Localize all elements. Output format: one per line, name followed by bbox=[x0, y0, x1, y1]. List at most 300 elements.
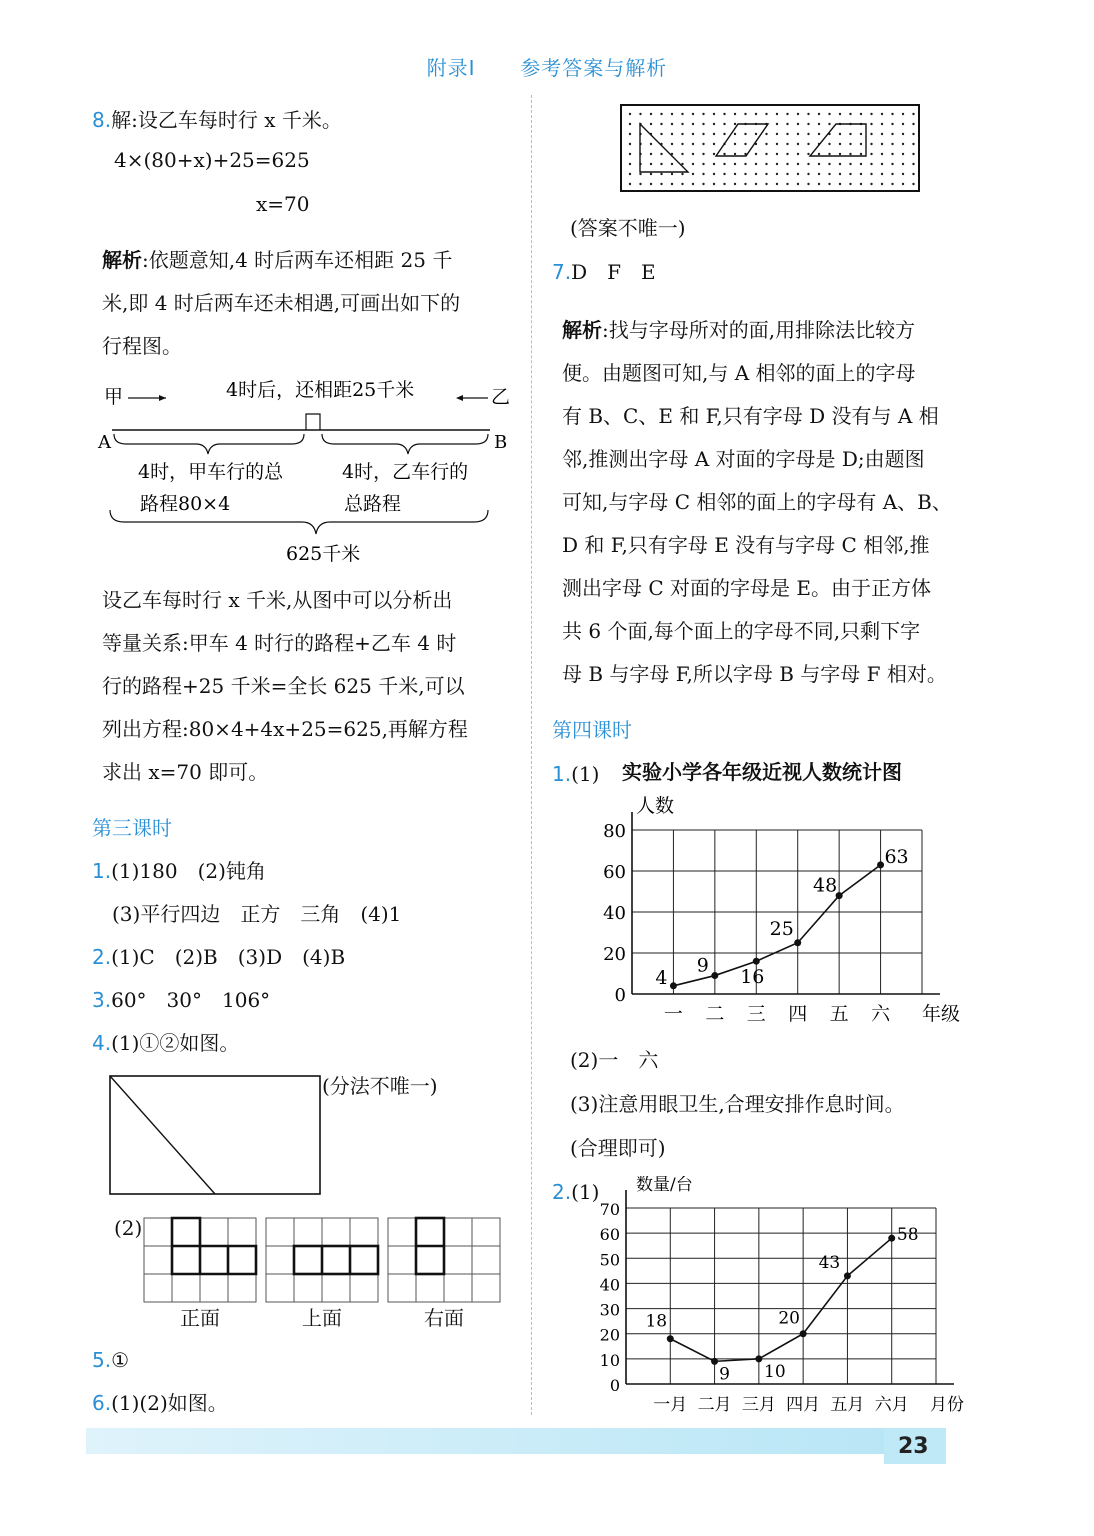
grid-dot bbox=[734, 163, 736, 165]
y-tick-label: 30 bbox=[599, 1300, 620, 1320]
diagram-yi: 乙 bbox=[491, 386, 511, 408]
grid-dot bbox=[755, 183, 757, 185]
grid-dot bbox=[912, 143, 914, 145]
grid-dot bbox=[839, 113, 841, 115]
chart1-title: 实验小学各年级近视人数统计图 bbox=[622, 760, 902, 784]
grid-dot bbox=[786, 123, 788, 125]
l4-q1-part3b: (合理即可) bbox=[570, 1136, 666, 1160]
grid-dot bbox=[786, 143, 788, 145]
data-label: 48 bbox=[813, 874, 838, 897]
grid-dot bbox=[765, 143, 767, 145]
data-label: 9 bbox=[719, 1364, 730, 1385]
grid-dot bbox=[797, 153, 799, 155]
x-tick-label: 五月 bbox=[830, 1395, 865, 1415]
dot-grid-dots bbox=[629, 113, 915, 185]
grid-dot bbox=[650, 183, 652, 185]
data-point bbox=[667, 1335, 674, 1342]
y-tick-label: 10 bbox=[599, 1350, 620, 1370]
grid-dot bbox=[870, 173, 872, 175]
grid-dot bbox=[807, 143, 809, 145]
data-point bbox=[711, 972, 718, 979]
l3-q1-line2: (3)平行四边 正方 三角 (4)1 bbox=[112, 902, 402, 926]
y-tick-label: 20 bbox=[603, 944, 626, 965]
grid-dot bbox=[713, 123, 715, 125]
grid-dot bbox=[734, 153, 736, 155]
r-q7: 7.D F E bbox=[552, 260, 656, 284]
x-tick-label: 二月 bbox=[697, 1395, 732, 1415]
grid-dot bbox=[776, 123, 778, 125]
q7-analysis-line-2: 便。由题图可知,与 A 相邻的面上的字母 bbox=[562, 361, 916, 385]
y-tick-label: 0 bbox=[609, 1376, 620, 1395]
y-axis-label: 数量/台 bbox=[636, 1176, 693, 1195]
grid-dot bbox=[734, 113, 736, 115]
grid-dot bbox=[629, 133, 631, 135]
grid-dot bbox=[755, 133, 757, 135]
grid-dot bbox=[776, 183, 778, 185]
grid-dot bbox=[671, 123, 673, 125]
grid-dot bbox=[660, 153, 662, 155]
y-tick-label: 60 bbox=[599, 1225, 620, 1245]
grid-dot bbox=[839, 143, 841, 145]
grid-dot bbox=[849, 153, 851, 155]
y-tick-label: 60 bbox=[603, 862, 626, 883]
grid-dot bbox=[765, 153, 767, 155]
q8-analysis-line-2: 米,即 4 时后两车还未相遇,可画出如下的 bbox=[102, 291, 461, 315]
grid-dot bbox=[681, 173, 683, 175]
grid-dot bbox=[776, 173, 778, 175]
q7-analysis-line-5: 可知,与字母 C 相邻的面上的字母有 A、B、 bbox=[562, 490, 952, 514]
grid-dot bbox=[692, 173, 694, 175]
grid-dot bbox=[860, 183, 862, 185]
grid-dot bbox=[755, 163, 757, 165]
grid-dot bbox=[828, 123, 830, 125]
rectangle-division-figure bbox=[108, 1074, 328, 1200]
grid-dot bbox=[828, 173, 830, 175]
q8-after-line-4: 列出方程:80×4+4x+25=625,再解方程 bbox=[102, 717, 468, 741]
trapezoid-shape bbox=[810, 124, 866, 156]
grid-dot bbox=[765, 113, 767, 115]
grid-dot bbox=[870, 113, 872, 115]
y-tick-label: 80 bbox=[603, 821, 626, 842]
header-title: 参考答案与解析 bbox=[520, 56, 668, 80]
grid-dot bbox=[797, 163, 799, 165]
grid-dot bbox=[734, 143, 736, 145]
grid-dot bbox=[681, 133, 683, 135]
l3-q4-part2: (2) bbox=[114, 1216, 143, 1240]
q7-analysis-line-3: 有 B、C、E 和 F,只有字母 D 没有与 A 相 bbox=[562, 404, 939, 428]
chart1-plot bbox=[603, 795, 960, 1025]
grid-dot bbox=[734, 183, 736, 185]
grid-dot bbox=[860, 153, 862, 155]
data-label: 20 bbox=[778, 1308, 800, 1329]
data-point bbox=[800, 1330, 807, 1337]
grid-dot bbox=[786, 183, 788, 185]
grid-dot bbox=[639, 173, 641, 175]
header-section: 附录Ⅰ bbox=[426, 56, 476, 80]
q7-analysis-line-6: D 和 F,只有字母 E 没有与字母 C 相邻,推 bbox=[562, 533, 930, 557]
three-views-figure bbox=[142, 1216, 506, 1308]
data-label: 16 bbox=[740, 966, 765, 989]
grid-dot bbox=[671, 133, 673, 135]
grid-dot bbox=[860, 173, 862, 175]
x-tick-label: 五 bbox=[829, 1003, 849, 1025]
grid-dot bbox=[881, 133, 883, 135]
right-label-2: 总路程 bbox=[344, 493, 402, 515]
grid-dot bbox=[839, 183, 841, 185]
grid-dot bbox=[818, 183, 820, 185]
l4-q2-part1: 2.(1) bbox=[552, 1180, 600, 1204]
grid-dot bbox=[671, 173, 673, 175]
q8-number: 8. bbox=[92, 108, 112, 132]
y-axis-label: 人数 bbox=[636, 795, 675, 817]
q7-analysis-line-7: 测出字母 C 对面的字母是 E。由于正方体 bbox=[562, 576, 931, 600]
grid-dot bbox=[818, 113, 820, 115]
data-label: 9 bbox=[696, 954, 709, 977]
grid-dot bbox=[786, 153, 788, 155]
total-label: 625千米 bbox=[286, 543, 361, 565]
q7-analysis-line-4: 邻,推测出字母 A 对面的字母是 D;由题图 bbox=[562, 447, 925, 471]
grid-dot bbox=[797, 113, 799, 115]
grid-dot bbox=[870, 153, 872, 155]
l3-q3: 3.60° 30° 106° bbox=[92, 988, 271, 1012]
data-label: 63 bbox=[884, 845, 909, 868]
parallelogram-shape bbox=[716, 124, 768, 156]
x-tick-label: 六 bbox=[871, 1003, 891, 1025]
grid-dot bbox=[755, 113, 757, 115]
grid-dot bbox=[692, 163, 694, 165]
grid-dot bbox=[902, 173, 904, 175]
grid-dot bbox=[713, 143, 715, 145]
grid-dot bbox=[639, 183, 641, 185]
grid-dot bbox=[839, 173, 841, 175]
grid-dot bbox=[629, 183, 631, 185]
top-view-grid bbox=[266, 1218, 378, 1302]
chart1-svg bbox=[596, 790, 976, 1030]
grid-dot bbox=[870, 123, 872, 125]
grid-dot bbox=[702, 173, 704, 175]
grid-dot bbox=[702, 143, 704, 145]
grid-dot bbox=[818, 133, 820, 135]
grid-dot bbox=[912, 163, 914, 165]
grid-dot bbox=[776, 133, 778, 135]
grid-dot bbox=[671, 163, 673, 165]
grid-dot bbox=[765, 173, 767, 175]
data-label: 4 bbox=[655, 966, 668, 989]
grid-dot bbox=[671, 183, 673, 185]
grid-dot bbox=[702, 113, 704, 115]
grid-dot bbox=[881, 183, 883, 185]
grid-dot bbox=[839, 153, 841, 155]
grid-dot bbox=[797, 123, 799, 125]
grid-dot bbox=[849, 143, 851, 145]
x-tick-label: 三月 bbox=[741, 1395, 776, 1415]
grid-dot bbox=[797, 173, 799, 175]
grid-dot bbox=[881, 153, 883, 155]
right-view-grid bbox=[388, 1218, 500, 1302]
grid-dot bbox=[713, 173, 715, 175]
column-divider bbox=[531, 95, 532, 1415]
grid-dot bbox=[807, 183, 809, 185]
grid-dot bbox=[902, 123, 904, 125]
grid-dot bbox=[723, 113, 725, 115]
grid-dot bbox=[660, 123, 662, 125]
grid-dot bbox=[650, 163, 652, 165]
grid-dot bbox=[881, 163, 883, 165]
q6-note: (答案不唯一) bbox=[570, 216, 686, 240]
grid-dot bbox=[650, 123, 652, 125]
grid-dot bbox=[723, 123, 725, 125]
grid-dot bbox=[692, 133, 694, 135]
x-tick-label: 四月 bbox=[786, 1395, 821, 1415]
grid-dot bbox=[860, 143, 862, 145]
view-label-right: 右面 bbox=[424, 1306, 464, 1330]
q8-after-line-3: 行的路程+25 千米=全长 625 千米,可以 bbox=[102, 674, 465, 698]
data-label: 18 bbox=[645, 1311, 668, 1332]
grid-dot bbox=[881, 143, 883, 145]
grid-dot bbox=[702, 123, 704, 125]
q7-analysis-line-9: 母 B 与字母 F,所以字母 B 与字母 F 相对。 bbox=[562, 662, 947, 686]
grid-dot bbox=[891, 173, 893, 175]
grid-dot bbox=[692, 113, 694, 115]
q8-after-line-1: 设乙车每时行 x 千米,从图中可以分析出 bbox=[102, 588, 453, 612]
grid-dot bbox=[818, 123, 820, 125]
grid-dot bbox=[629, 173, 631, 175]
grid-dot bbox=[744, 143, 746, 145]
grid-dot bbox=[902, 183, 904, 185]
grid-dot bbox=[650, 153, 652, 155]
grid-dot bbox=[681, 113, 683, 115]
grid-dot bbox=[723, 173, 725, 175]
grid-dot bbox=[671, 113, 673, 115]
dot-grid-figure bbox=[620, 104, 922, 194]
x-tick-label: 一月 bbox=[653, 1395, 688, 1415]
grid-dot bbox=[723, 133, 725, 135]
grid-dot bbox=[891, 183, 893, 185]
grid-dot bbox=[912, 133, 914, 135]
grid-dot bbox=[807, 133, 809, 135]
grid-dot bbox=[891, 133, 893, 135]
grid-dot bbox=[744, 113, 746, 115]
grid-dot bbox=[860, 133, 862, 135]
grid-dot bbox=[786, 173, 788, 175]
analysis-label: 解析 bbox=[102, 248, 142, 272]
grid-dot bbox=[765, 183, 767, 185]
grid-dot bbox=[702, 133, 704, 135]
y-tick-label: 40 bbox=[603, 903, 626, 924]
lesson3-title: 第三课时 bbox=[92, 816, 172, 840]
x-axis-label: 年级 bbox=[922, 1003, 961, 1025]
x-tick-label: 二 bbox=[705, 1003, 725, 1025]
grid-dot bbox=[629, 143, 631, 145]
data-label: 10 bbox=[764, 1361, 786, 1382]
grid-dot bbox=[765, 163, 767, 165]
grid-dot bbox=[797, 183, 799, 185]
x-tick-label: 一 bbox=[663, 1003, 683, 1025]
grid-dot bbox=[870, 163, 872, 165]
data-label: 43 bbox=[818, 1252, 841, 1273]
l4-q1-part3: (3)注意用眼卫生,合理安排作息时间。 bbox=[570, 1092, 905, 1116]
jia-arrow-head bbox=[159, 395, 166, 401]
grid-dot bbox=[807, 153, 809, 155]
grid-dot bbox=[849, 173, 851, 175]
grid-dot bbox=[681, 123, 683, 125]
yi-arrow-head bbox=[456, 395, 463, 401]
grid-dot bbox=[671, 143, 673, 145]
data-label: 25 bbox=[769, 917, 794, 940]
data-point bbox=[844, 1272, 851, 1279]
chart2-svg bbox=[596, 1176, 976, 1416]
grid-dot bbox=[660, 113, 662, 115]
grid-dot bbox=[828, 153, 830, 155]
grid-dot bbox=[891, 163, 893, 165]
grid-dot bbox=[870, 133, 872, 135]
grid-dot bbox=[807, 173, 809, 175]
x-axis-label: 月份 bbox=[930, 1395, 964, 1415]
grid-dot bbox=[713, 153, 715, 155]
grid-dot bbox=[818, 163, 820, 165]
grid-dot bbox=[702, 163, 704, 165]
grid-dot bbox=[891, 113, 893, 115]
y-tick-label: 20 bbox=[599, 1325, 620, 1345]
grid-dot bbox=[902, 153, 904, 155]
y-tick-label: 50 bbox=[599, 1250, 620, 1270]
q7-analysis-line-1: 解析:找与字母所对的面,用排除法比较方 bbox=[562, 318, 916, 342]
page-number: 23 bbox=[898, 1434, 929, 1459]
grid-dot bbox=[692, 123, 694, 125]
grid-dot bbox=[776, 163, 778, 165]
grid-dot bbox=[723, 163, 725, 165]
q8-line1: 8.解:设乙车每时行 x 千米。 bbox=[92, 108, 342, 132]
grid-dot bbox=[807, 113, 809, 115]
grid-dot bbox=[797, 143, 799, 145]
grid-dot bbox=[828, 143, 830, 145]
grid-dot bbox=[912, 153, 914, 155]
grid-dot bbox=[828, 163, 830, 165]
grid-dot bbox=[755, 173, 757, 175]
grid-dot bbox=[629, 153, 631, 155]
grid-dot bbox=[786, 113, 788, 115]
data-point bbox=[711, 1358, 718, 1365]
left-brace bbox=[114, 434, 304, 454]
view-label-front: 正面 bbox=[180, 1306, 220, 1330]
x-tick-label: 三 bbox=[746, 1003, 766, 1025]
page-header bbox=[0, 52, 1094, 81]
grid-dot bbox=[807, 123, 809, 125]
q8-analysis-line-3: 行程图。 bbox=[102, 334, 182, 358]
grid-dot bbox=[912, 183, 914, 185]
grid-dot bbox=[734, 133, 736, 135]
grid-dot bbox=[881, 113, 883, 115]
grid-dot bbox=[713, 133, 715, 135]
grid-dot bbox=[797, 133, 799, 135]
grid-dot bbox=[723, 153, 725, 155]
grid-dot bbox=[828, 113, 830, 115]
grid-dot bbox=[639, 113, 641, 115]
y-tick-label: 70 bbox=[599, 1200, 620, 1219]
data-point bbox=[877, 861, 884, 868]
grid-dot bbox=[849, 133, 851, 135]
front-view-grid bbox=[144, 1218, 256, 1302]
grid-dot bbox=[902, 133, 904, 135]
grid-dot bbox=[786, 133, 788, 135]
data-label: 58 bbox=[896, 1225, 919, 1246]
data-point bbox=[670, 982, 677, 989]
grid-dot bbox=[807, 163, 809, 165]
grid-dot bbox=[702, 183, 704, 185]
grid-dot bbox=[912, 113, 914, 115]
data-point bbox=[888, 1235, 895, 1242]
grid-dot bbox=[681, 153, 683, 155]
grid-dot bbox=[755, 153, 757, 155]
footer-band bbox=[86, 1428, 886, 1454]
grid-dot bbox=[902, 143, 904, 145]
lesson4-title: 第四课时 bbox=[552, 718, 632, 742]
q8-equation-1: 4×(80+x)+25=625 bbox=[114, 148, 310, 172]
grid-dot bbox=[849, 163, 851, 165]
view-label-top: 上面 bbox=[302, 1306, 342, 1330]
y-tick-label: 40 bbox=[599, 1275, 620, 1295]
right-label-1: 4时，乙车行的 bbox=[342, 461, 469, 483]
grid-dot bbox=[660, 183, 662, 185]
data-point bbox=[755, 1355, 762, 1362]
grid-dot bbox=[629, 163, 631, 165]
grid-dot bbox=[681, 183, 683, 185]
l3-q1-line1: 1.(1)180 (2)钝角 bbox=[92, 859, 266, 883]
grid-dot bbox=[744, 173, 746, 175]
grid-dot bbox=[650, 113, 652, 115]
grid-dot bbox=[839, 133, 841, 135]
grid-dot bbox=[786, 163, 788, 165]
grid-dot bbox=[723, 183, 725, 185]
left-label-1: 4时，甲车行的总 bbox=[138, 461, 284, 483]
left-label-2: 路程80×4 bbox=[140, 493, 231, 515]
grid-dot bbox=[744, 163, 746, 165]
grid-dot bbox=[849, 183, 851, 185]
data-point bbox=[753, 958, 760, 965]
diagram-top-note: 4时后，还相距25千米 bbox=[226, 379, 415, 401]
trip-diagram bbox=[96, 370, 516, 570]
grid-dot bbox=[839, 163, 841, 165]
diagram-point-b: B bbox=[494, 432, 508, 453]
grid-dot bbox=[776, 153, 778, 155]
grid-dot bbox=[870, 183, 872, 185]
grid-dot bbox=[818, 153, 820, 155]
grid-dot bbox=[713, 113, 715, 115]
grid-dot bbox=[692, 143, 694, 145]
grid-dot bbox=[828, 183, 830, 185]
grid-dot bbox=[692, 183, 694, 185]
q7-analysis-line-8: 共 6 个面,每个面上的字母不同,只剩下字 bbox=[562, 619, 921, 643]
l3-q5: 5.① bbox=[92, 1348, 130, 1372]
grid-dot bbox=[776, 113, 778, 115]
data-point bbox=[794, 939, 801, 946]
grid-dot bbox=[629, 113, 631, 115]
q8-after-line-5: 求出 x=70 即可。 bbox=[102, 760, 269, 784]
grid-dot bbox=[902, 113, 904, 115]
l3-q6: 6.(1)(2)如图。 bbox=[92, 1391, 228, 1415]
q8-analysis-line-1: 解析:依题意知,4 时后两车还相距 25 千 bbox=[102, 248, 453, 272]
grid-dot bbox=[734, 123, 736, 125]
grid-dot bbox=[891, 143, 893, 145]
gap-marker bbox=[306, 414, 320, 430]
grid-dot bbox=[765, 133, 767, 135]
grid-dot bbox=[912, 173, 914, 175]
x-tick-label: 四 bbox=[788, 1003, 808, 1025]
y-tick-label: 0 bbox=[614, 985, 626, 1006]
grid-dot bbox=[881, 173, 883, 175]
x-tick-label: 六月 bbox=[874, 1395, 909, 1415]
grid-dot bbox=[744, 183, 746, 185]
